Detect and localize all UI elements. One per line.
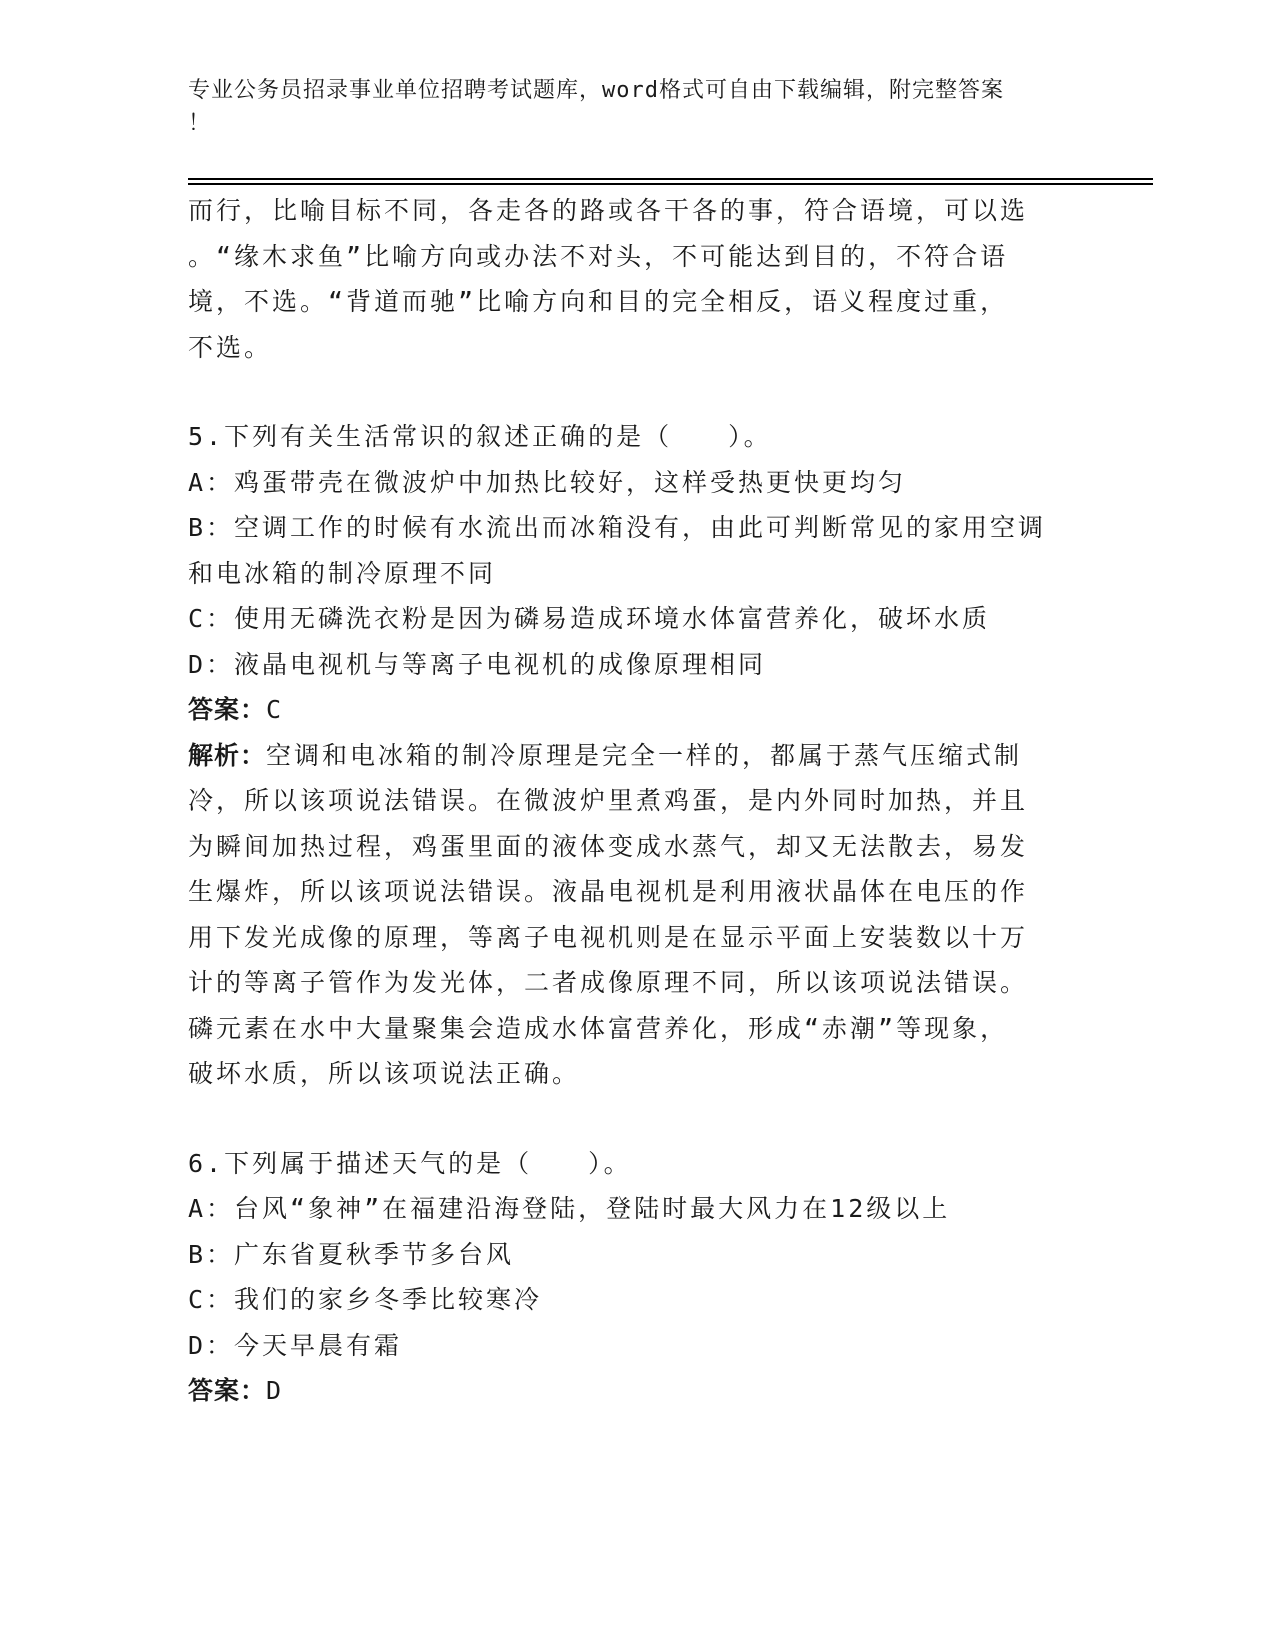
option-text: A：鸡蛋带壳在微波炉中加热比较好，这样受热更快更均匀: [188, 467, 907, 497]
analysis-line: 为瞬间加热过程，鸡蛋里面的液体变成水蒸气，却又无法散去，易发: [188, 831, 1029, 861]
answer-label: 答案：: [188, 1376, 267, 1405]
option-a: [188, 1186, 1088, 1232]
option-b: [188, 1232, 1088, 1278]
option-text: B：广东省夏秋季节多台风: [188, 1239, 515, 1269]
option-text: B：空调工作的时候有水流出而冰箱没有，由此可判断常见的家用空调: [188, 513, 1047, 542]
answer-label: 答案：: [188, 695, 267, 724]
question-6: [188, 1141, 1088, 1414]
analysis-label: 解析：: [188, 740, 267, 770]
option-text: 和电冰箱的制冷原理不同: [188, 558, 497, 588]
option-a: [188, 460, 1088, 506]
option-c: [188, 1277, 1088, 1323]
option-text: D：液晶电视机与等离子电视机的成像原理相同: [188, 649, 767, 679]
option-b: [188, 505, 1088, 596]
document-body: [188, 188, 1088, 1414]
analysis-line: 空调和电冰箱的制冷原理是完全一样的，都属于蒸气压缩式制: [266, 740, 1023, 770]
option-text: A：台风“象神”在福建沿海登陆，登陆时最大风力在12级以上: [188, 1194, 951, 1223]
header-text-line1: 专业公务员招录事业单位招聘考试题库，word格式可自由下载编辑，附完整答案: [188, 78, 1004, 103]
answer-value: D: [266, 1376, 285, 1405]
question-stem: 6.下列属于描述天气的是（ ）。: [188, 1148, 632, 1178]
intro-line: 。“缘木求鱼”比喻方向或办法不对头，不可能达到目的，不符合语: [188, 241, 1009, 271]
page-header: [188, 74, 1068, 140]
answer-value: C: [266, 695, 285, 724]
analysis-line: 破坏水质，所以该项说法正确。: [188, 1059, 581, 1088]
intro-line: 不选。: [188, 332, 273, 362]
option-d: [188, 642, 1088, 688]
analysis-line: 计的等离子管作为发光体，二者成像原理不同，所以该项说法错误。: [188, 968, 1029, 997]
option-text: C：使用无磷洗衣粉是因为磷易造成环境水体富营养化，破坏水质: [188, 604, 991, 633]
option-c: [188, 596, 1088, 642]
analysis-line: 冷，所以该项说法错误。在微波炉里煮鸡蛋，是内外同时加热，并且: [188, 786, 1029, 815]
header-text-line2: ！: [188, 111, 212, 136]
header-divider-top: [188, 178, 1153, 180]
option-text: D：今天早晨有霜: [188, 1330, 403, 1360]
answer-row: [188, 1368, 1088, 1414]
question-5: [188, 414, 1088, 1097]
intro-line: 境，不选。“背道而驰”比喻方向和目的完全相反，语义程度过重，: [188, 287, 1009, 316]
analysis-line: 用下发光成像的原理，等离子电视机则是在显示平面上安装数以十万: [188, 922, 1029, 952]
header-divider-bottom: [188, 183, 1153, 185]
option-text: C：我们的家乡冬季比较寒冷: [188, 1285, 543, 1314]
intro-line: 而行，比喻目标不同，各走各的路或各干各的事，符合语境，可以选: [188, 196, 1029, 225]
analysis-line: 磷元素在水中大量聚集会造成水体富营养化，形成“赤潮”等现象，: [188, 1013, 1009, 1043]
analysis-block: [188, 733, 1088, 1097]
option-d: [188, 1323, 1088, 1369]
question-stem: 5.下列有关生活常识的叙述正确的是（ ）。: [188, 422, 772, 451]
answer-row: [188, 687, 1088, 733]
analysis-line: 生爆炸，所以该项说法错误。液晶电视机是利用液状晶体在电压的作: [188, 877, 1029, 906]
intro-paragraph: [188, 188, 1088, 370]
